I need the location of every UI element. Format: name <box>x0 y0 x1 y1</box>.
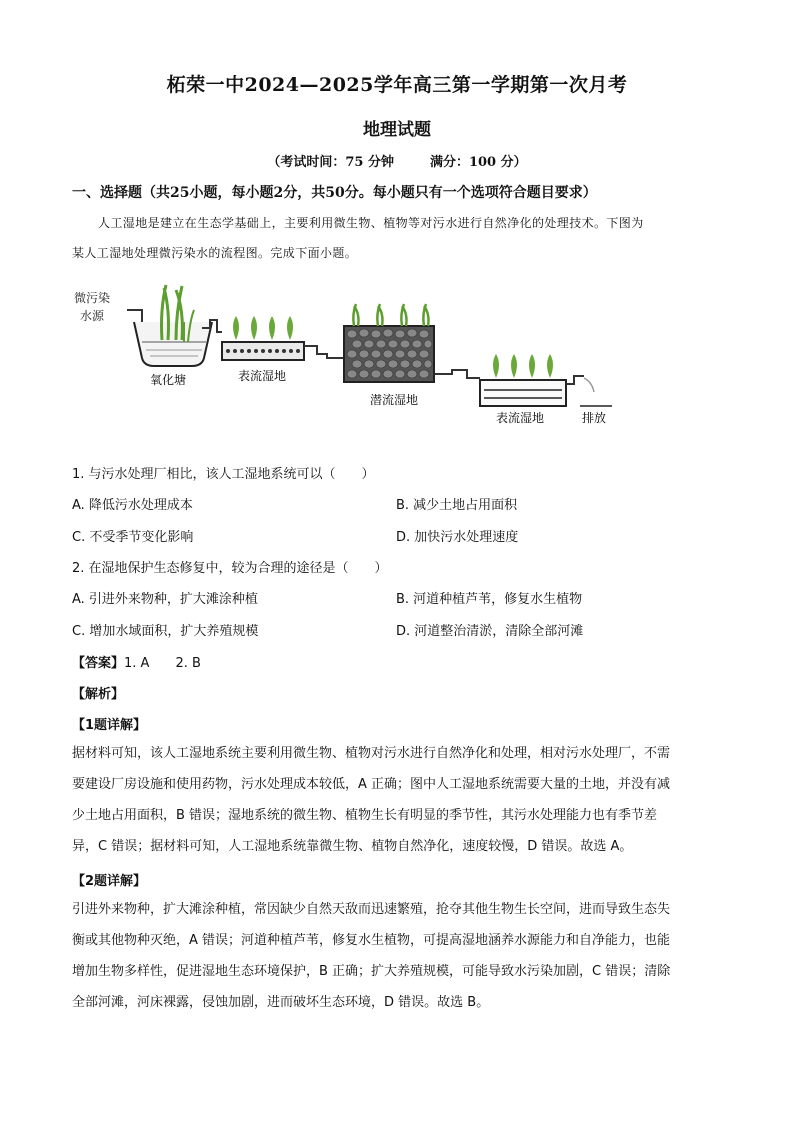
detail-1-line: 据材料可知，该人工湿地系统主要利用微生物、植物对污水进行自然净化和处理，相对污水处理厂，不需 <box>72 746 671 761</box>
detail-1-line: 异，C 错误；据材料可知，人工湿地系统靠微生物、植物自然净化，速度较慢，D 错误。故选 A。 <box>72 839 633 854</box>
intro-line-2: 某人工湿地处理微污染水的流程图。完成下面小题。 <box>72 246 358 260</box>
exam-title: 柘荣一中2024—2025学年高三第一学期第一次月考 <box>166 74 628 96</box>
detail-2-label: 【2题详解】 <box>72 874 147 889</box>
intro-text <box>72 208 722 268</box>
question-1-option-d: D. 加快污水处理速度 <box>396 530 519 545</box>
exam-info <box>0 151 794 170</box>
question-2-stem: 2. 在湿地保护生态修复中，较为合理的途径是（ ） <box>72 561 388 576</box>
outflow-stream <box>584 378 594 392</box>
intro-line-1: 人工湿地是建立在生态学基础上，主要利用微生物、植物等对污水进行自然净化的处理技术。下图为 <box>98 216 644 230</box>
subject-title: 地理试题 <box>363 120 431 140</box>
pipe-2 <box>304 346 344 358</box>
detail-2-line: 增加生物多样性，促进湿地生态环境保护，B 正确；扩大养殖规模，可能导致水污染加剧，C 错误；清除 <box>72 964 671 979</box>
exam-time: （考试时间：75 分钟 <box>267 155 394 170</box>
label-surface-wetland-1: 表流湿地 <box>238 369 287 383</box>
label-subsurface-wetland: 潜流湿地 <box>370 393 419 407</box>
label-surface-wetland-2: 表流湿地 <box>496 411 545 425</box>
outlet-pipe <box>566 376 584 384</box>
detail-2-line: 衡或其他物种灭绝，A 错误；河道种植芦苇，修复水生植物，可提高湿地涵养水源能力和自净能力，也能 <box>72 933 671 948</box>
detail-1-label: 【1题详解】 <box>72 718 147 733</box>
question-2-option-d: D. 河道整治清淤，清除全部河滩 <box>396 624 584 639</box>
question-1-stem: 1. 与污水处理厂相比，该人工湿地系统可以（ ） <box>72 467 375 482</box>
subsurface-wetland <box>344 304 434 382</box>
pipe-3 <box>434 370 480 378</box>
question-1-option-b: B. 减少土地占用面积 <box>396 498 518 513</box>
answer-row <box>72 652 201 671</box>
detail-1-line: 要建设厂房设施和使用药物，污水处理成本较低，A 正确；图中人工湿地系统需要大量的土地，并没有减 <box>72 777 671 792</box>
detail-1-text <box>72 738 724 862</box>
answer-1: 1. A <box>124 656 150 671</box>
label-oxidation-pond: 氧化塘 <box>150 373 187 387</box>
surface-wetland-2 <box>480 354 566 406</box>
oxidation-pond <box>134 285 212 366</box>
detail-2-text <box>72 894 724 1018</box>
section-heading: 一、选择题（共25小题，每小题2分，共50分。每小题只有一个选项符合题目要求） <box>72 185 597 201</box>
question-2-option-b: B. 河道种植芦苇，修复水生植物 <box>396 592 583 607</box>
answer-2: 2. B <box>175 656 201 671</box>
surface-wetland-1 <box>222 316 304 360</box>
exam-score: 满分：100 分） <box>429 155 527 170</box>
label-source-1: 微污染 <box>74 291 111 305</box>
detail-1-line: 少土地占用面积，B 错误；湿地系统的微生物、植物生长有明显的季节性，其污水处理能力也有季节差 <box>72 808 658 823</box>
question-2-option-a: A. 引进外来物种，扩大滩涂种植 <box>72 592 258 607</box>
detail-2-line: 全部河滩，河床裸露，侵蚀加剧，进而破坏生态环境，D 错误。故选 B。 <box>72 995 490 1010</box>
analysis-label: 【解析】 <box>72 687 125 702</box>
answer-label: 【答案】 <box>72 656 125 671</box>
label-discharge: 排放 <box>582 411 607 425</box>
detail-2-line: 引进外来物种，扩大滩涂种植，常因缺少自然天敌而迅速繁殖，抢夺其他生物生长空间，进而导致生态失 <box>72 902 671 917</box>
question-1-option-c: C. 不受季节变化影响 <box>72 530 194 545</box>
wetland-flow-diagram <box>72 280 632 430</box>
question-2-option-c: C. 增加水域面积，扩大养殖规模 <box>72 624 259 639</box>
question-1-option-a: A. 降低污水处理成本 <box>72 498 193 513</box>
label-source-2: 水源 <box>80 309 105 323</box>
